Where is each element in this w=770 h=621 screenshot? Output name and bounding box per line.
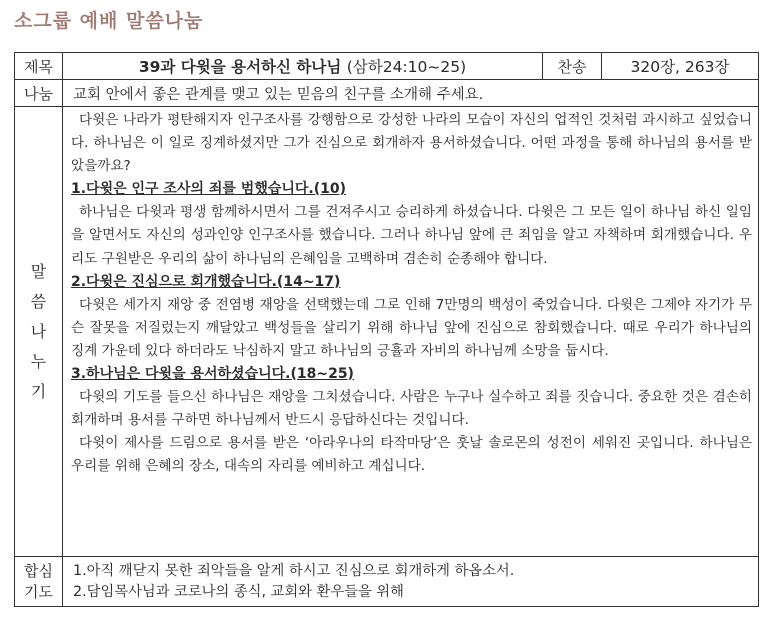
share-label: 나눔 [15, 80, 63, 107]
title-row [15, 53, 759, 80]
sermon-label [15, 107, 63, 557]
intro-paragraph: 다윗은 나라가 평탄해지자 인구조사를 강행함으로 강성한 나라의 모습이 자신의 업적인 것처럼 과시하고 싶었습니다. 하나님은 이 일로 징계하셨지만 그가 진심으로 회개하자 용서하셨습니다. 어떤 과정을 통해 하나님의 용서를 받았을까요? [71, 112, 752, 175]
share-row [15, 80, 759, 107]
sermon-scripture-reference: (삼하24:10~25) [346, 58, 467, 76]
title-label: 제목 [15, 53, 63, 80]
sermon-label-char: 나 [30, 321, 47, 341]
section-heading-2: 2.다윗은 진심으로 회개했습니다.(14~17) [71, 273, 341, 290]
prayer-item: 1.아직 깨닫지 못한 죄악들을 알게 하시고 진심으로 회개하게 하옵소서. [73, 562, 515, 579]
prayer-label-line: 기도 [24, 582, 53, 601]
prayer-list [63, 557, 759, 607]
section-heading-3: 3.하나님은 다윗을 용서하셨습니다.(18~25) [71, 366, 354, 383]
sermon-label-char: 기 [30, 381, 47, 401]
prayer-label [15, 557, 63, 607]
sermon-row [15, 107, 759, 557]
sermon-body [63, 107, 759, 557]
sermon-title-cell [63, 53, 543, 80]
sermon-label-char: 말 [30, 261, 47, 281]
worship-sheet-table [14, 52, 759, 607]
section-3-paragraph-2: 다윗이 제사를 드림으로 용서를 받은 ‘아라우나의 타작마당’은 훗날 솔로몬의 성전이 세워진 곳입니다. 하나님은 우리를 위해 은혜의 장소, 대속의 자리를 예비하고 계십니다. [71, 435, 752, 475]
prayer-label-line: 합심 [24, 561, 53, 580]
sermon-label-char: 누 [30, 351, 47, 371]
page-title: 소그룹 예배 말씀나눔 [14, 10, 204, 32]
prayer-item: 2.담임목사님과 코로나의 종식, 교회와 환우들을 위해 [73, 583, 404, 600]
section-2-paragraph: 다윗은 세가지 재앙 중 전염병 재앙을 선택했는데 그로 인해 7만명의 백성이 죽었습니다. 다윗은 그제야 자기가 무슨 잘못을 저질렀는지 깨달았고 백성들을 살리기 위해 하나님 앞에 진심으로 참회했습니다. 때로 우리가 하나님의 징계 가운데 있다 하더라도 낙심하지 말고 하나님의 긍휼과 자비의 하나님께 소망을 둡시다. [71, 296, 752, 359]
section-3-paragraph-1: 다윗의 기도를 들으신 하나님은 재앙을 그치셨습니다. 사람은 누구나 실수하고 죄를 짓습니다. 중요한 것은 겸손히 회개하며 용서를 구하면 하나님께서 반드시 응답하신다는 것입니다. [71, 389, 752, 429]
section-heading-1: 1.다윗은 인구 조사의 죄를 범했습니다.(10) [71, 181, 347, 198]
share-question: 교회 안에서 좋은 관계를 맺고 있는 믿음의 친구를 소개해 주세요. [63, 80, 759, 107]
sermon-title: 39과 다윗을 용서하신 하나님 [138, 58, 342, 76]
section-1-paragraph: 하나님은 다윗과 평생 함께하시면서 그를 건져주시고 승리하게 하셨습니다. 다윗은 그 모든 일이 하나님 하신 일임을 알면서도 자신의 성과인양 인구조사를 했습니다. 그러나 하나님 앞에 큰 죄임을 알고 자책하며 회개했습니다. 우리도 구원받은 우리의 삶이 하나님의 은혜임을 고백하며 겸손히 순종해야 합니다. [71, 204, 752, 267]
sermon-label-char: 씀 [30, 291, 47, 311]
hymn-numbers: 320장, 263장 [602, 53, 759, 80]
prayer-row [15, 557, 759, 607]
hymn-label: 찬송 [543, 53, 602, 80]
